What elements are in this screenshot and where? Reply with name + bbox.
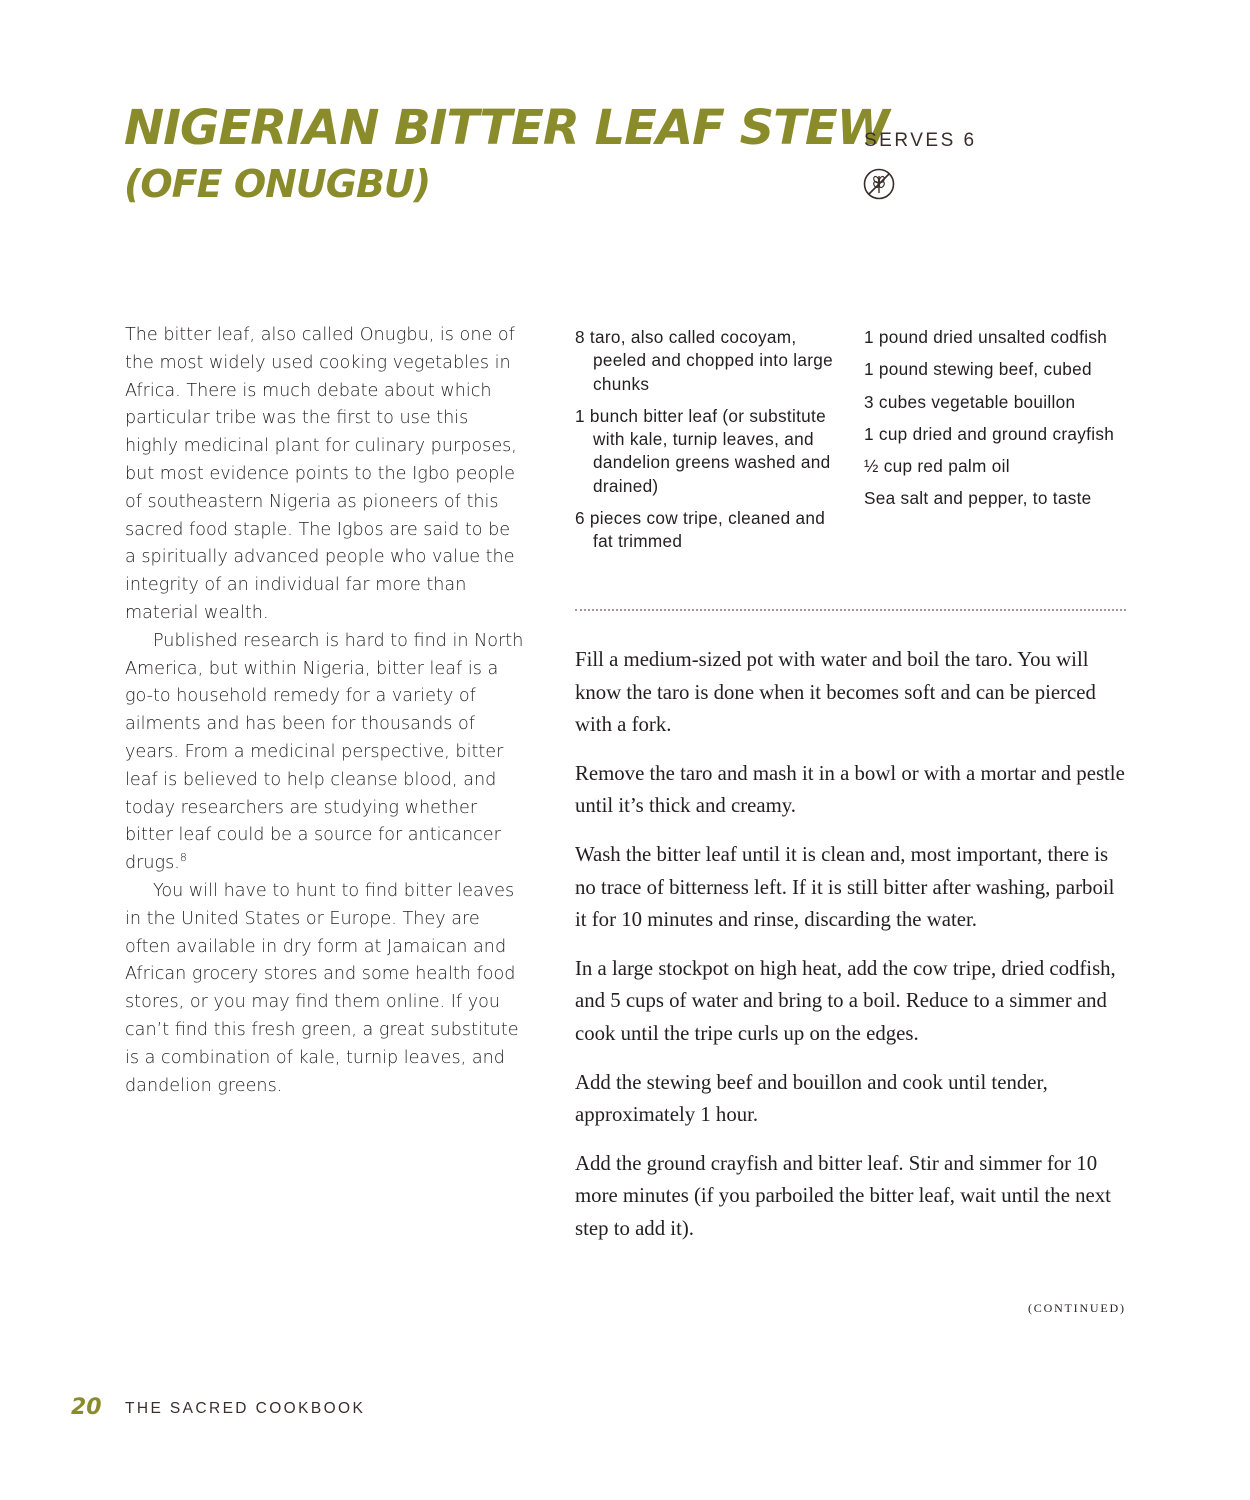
ingredient-item: 6 pieces cow tripe, cleaned and fat trimmed	[575, 508, 826, 552]
intro-paragraph	[125, 628, 525, 878]
ingredient-item: 1 pound dried unsalted codfish	[864, 327, 1108, 347]
intro-paragraph: The bitter leaf, also called Onugbu, is one of the most widely used cooking vegetables in Africa. There is much debate about which particular tribe was the first to use this highly medicinal plant for culinary purposes, but most evidence points to the Igbo people of southeastern Nigeria as pioneers of this sacred food staple. The Igbos are said to be a spiritually advanced people who value the integrity of an individual far more than material wealth.	[125, 325, 517, 623]
ingredient-item: ½ cup red palm oil	[864, 456, 1010, 477]
intro-paragraph: You will have to hunt to find bitter leaves in the United States or Europe. They are often available in dry form at Jamaican and African grocery stores and some health food stores, or you may find them online. If you can’t find this fresh green, a great substitute is a combination of kale, turnip leaves, and dandelion greens.	[125, 880, 519, 1096]
ingredient-item: 3 cubes vegetable bouillon	[864, 391, 1076, 412]
ingredient-item: 1 bunch bitter leaf (or substitute with kale, turnip leaves, and dandelion greens washed and drained)	[575, 405, 831, 496]
ingredients-column-1	[575, 326, 837, 563]
recipe-title	[124, 100, 889, 212]
gluten-free-icon	[863, 168, 895, 200]
method-step: Add the ground crayfish and bitter leaf. Stir and simmer for 10 more minutes (if you parboiled the bitter leaf, wait until the next step to add it).	[575, 1151, 1111, 1240]
method-step: Wash the bitter leaf until it is clean and, most important, there is no trace of bitterness left. If it is still bitter after washing, parboil it for 10 minutes and rinse, discarding the water.	[575, 842, 1115, 932]
intro-text	[125, 322, 525, 1100]
ingredient-item: 8 taro, also called cocoyam, peeled and chopped into large chunks	[575, 327, 833, 394]
ingredients-column-2	[864, 326, 1124, 520]
running-footer-title: THE SACRED COOKBOOK	[125, 1400, 366, 1417]
ingredient-item: Sea salt and pepper, to taste	[864, 488, 1092, 509]
method-step: Add the stewing beef and bouillon and cook until tender, approximately 1 hour.	[575, 1070, 1048, 1127]
method-step: Remove the taro and mash it in a bowl or with a mortar and pestle until it’s thick and creamy.	[575, 761, 1125, 818]
serves-label: SERVES 6	[864, 130, 977, 151]
ingredient-item: 1 pound stewing beef, cubed	[864, 359, 1092, 380]
dotted-divider	[575, 609, 1126, 611]
intro-paragraph-text: Published research is hard to find in North America, but within Nigeria, bitter leaf is a go-to household remedy for a variety of ailments and has been for thousands of years. From a medicinal perspective, bitter leaf is believed to help cleanse blood, and today researchers are studying whether bitter leaf could be a source for anticancer drugs.	[125, 630, 524, 874]
method-steps	[575, 644, 1125, 1262]
method-step: In a large stockpot on high heat, add the cow tripe, dried codfish, and 5 cups of water and bring to a boil. Reduce to a simmer and cook until the tripe curls up on the edges.	[575, 956, 1116, 1045]
footnote-marker: 8	[179, 851, 187, 865]
recipe-title-subtitle: (OFE ONUGBU)	[124, 162, 431, 206]
ingredient-item: 1 cup dried and ground crayfish	[864, 423, 1115, 444]
continued-label: (CONTINUED)	[1028, 1301, 1126, 1315]
method-step: Fill a medium-sized pot with water and boil the taro. You will know the taro is done when it becomes soft and can be pierced with a fork.	[575, 648, 1096, 737]
recipe-title-main: NIGERIAN BITTER LEAF STEW	[124, 100, 889, 156]
page-number: 20	[71, 1395, 102, 1420]
